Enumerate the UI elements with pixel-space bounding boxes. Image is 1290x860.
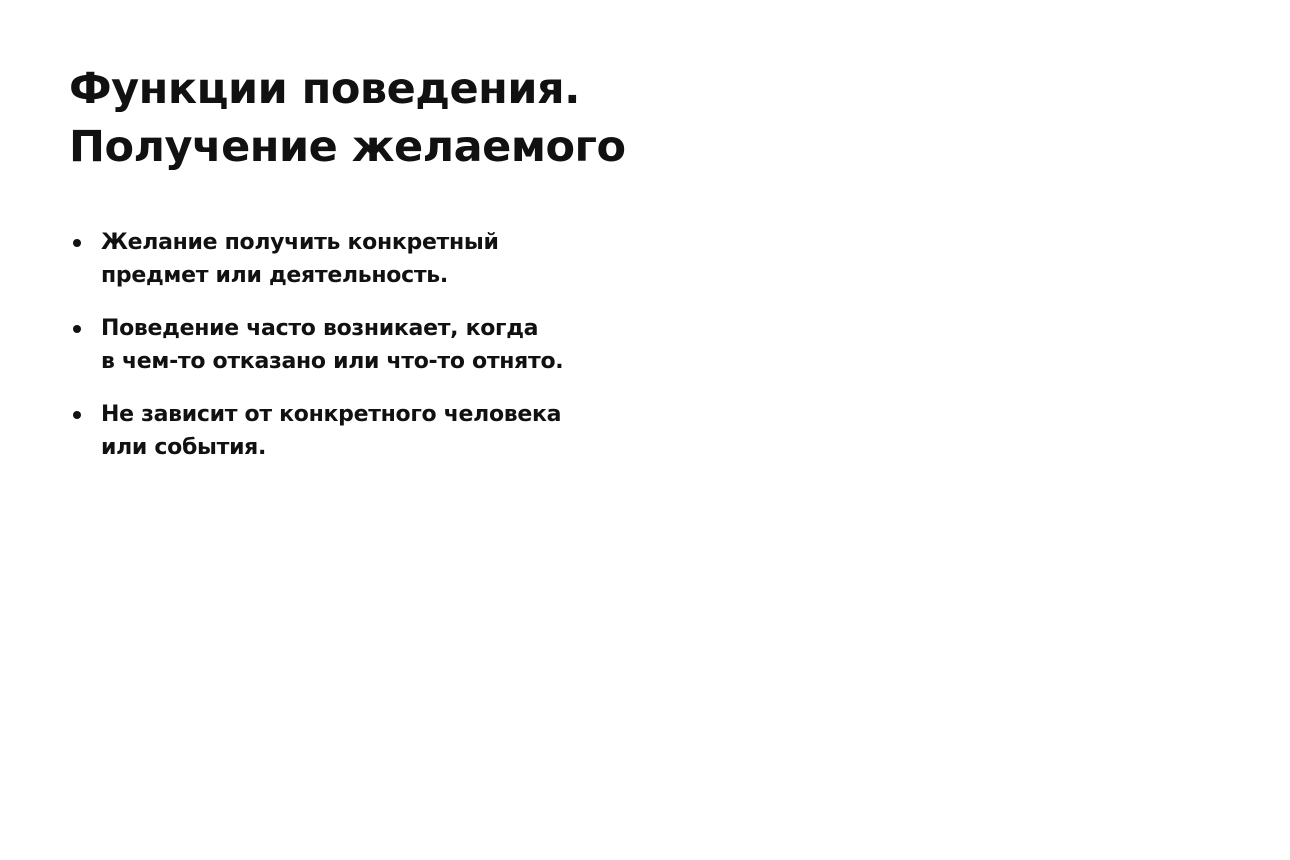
bullet-text-3-line-1: Не зависит от конкретного человека — [101, 402, 562, 427]
bullet-text-2-line-2: в чем-то отказано или что-то отнято. — [101, 349, 564, 374]
bullet-list — [69, 226, 669, 484]
slide-title-line-2: Получение желаемого — [69, 122, 626, 172]
slide-title-line-1: Функции поведения. — [69, 64, 580, 114]
slide-title — [69, 60, 689, 176]
bullet-dot-icon — [73, 411, 81, 419]
bullet-text-1-line-2: предмет или деятельность. — [101, 263, 448, 288]
bullet-text-2-line-1: Поведение часто возникает, когда — [101, 316, 539, 341]
bullet-dot-icon — [73, 325, 81, 333]
bullet-item-1 — [69, 226, 669, 292]
bullet-text-3-line-2: или события. — [101, 435, 267, 460]
bullet-item-2 — [69, 312, 669, 378]
bullet-text-1-line-1: Желание получить конкретный — [101, 230, 499, 255]
bullet-dot-icon — [73, 239, 81, 247]
bullet-item-3 — [69, 398, 669, 464]
